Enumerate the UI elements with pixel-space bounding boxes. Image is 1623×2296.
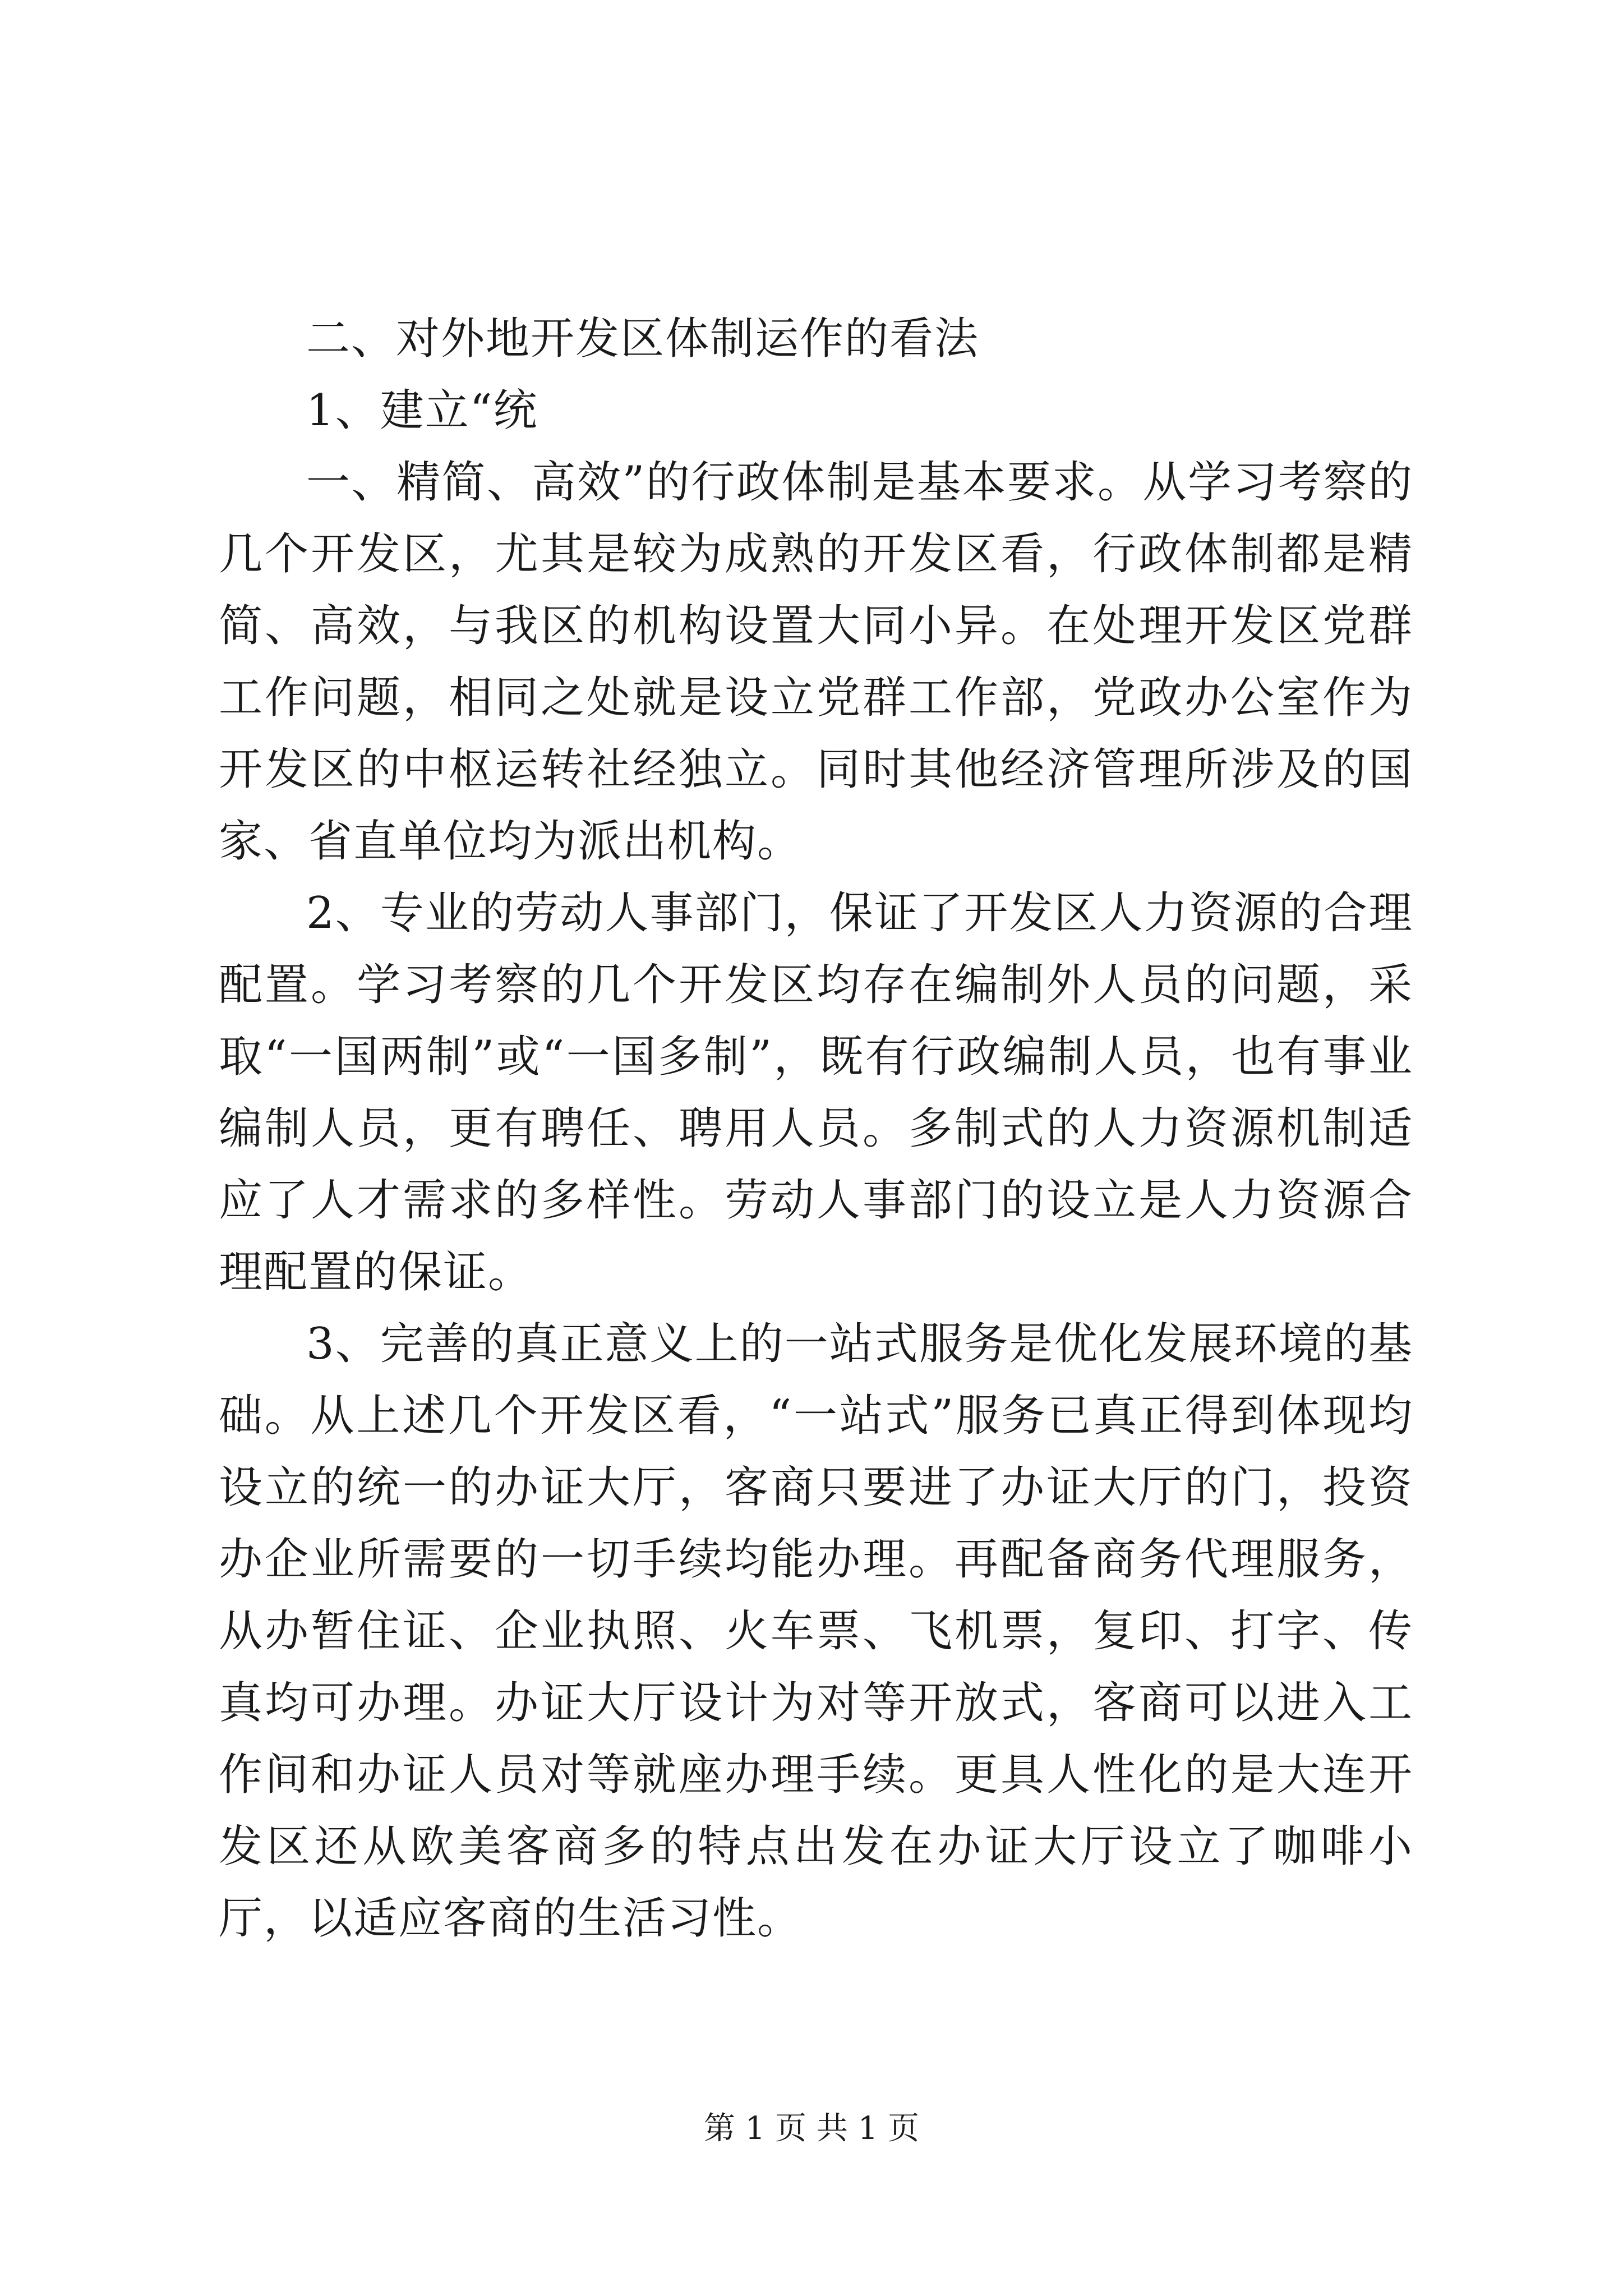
paragraph-1: 1、建立“统	[306, 385, 538, 436]
paragraph-3: 2、专业的劳动人事部门，保证了开发区人力资源的合理配置。学习考察的几个开发区均存在编制外人员的问题，采取“一国两制”或“一国多制”，既有行政编制人员，也有事业编制人员，更有聘任、聘用人员。多制式的人力资源机制适应了人才需求的多样性。劳动人事部门的设立是人力资源合理配置的保证。	[219, 888, 1413, 1297]
document-body	[219, 303, 1413, 1954]
paragraph-4: 3、完善的真正意义上的一站式服务是优化发展环境的基础。从上述几个开发区看，“一站式”服务已真正得到体现均设立的统一的办证大厅，客商只要进了办证大厅的门，投资办企业所需要的一切手续均能办理。再配备商务代理服务，从办暂住证、企业执照、火车票、飞机票，复印、打字、传真均可办理。办证大厅设计为对等开放式，客商可以进入工作间和办证人员对等就座办理手续。更具人性化的是大连开发区还从欧美客商多的特点出发在办证大厅设立了咖啡小厅，以适应客商的生活习性。	[219, 1319, 1413, 1944]
page-footer: 第 1 页 共 1 页	[703, 2110, 920, 2147]
paragraph-2: 一、精简、高效”的行政体制是基本要求。从学习考察的几个开发区，尤其是较为成熟的开发区看，行政体制都是精简、高效，与我区的机构设置大同小异。在处理开发区党群工作问题，相同之处就是设立党群工作部，党政办公室作为开发区的中枢运转社经独立。同时其他经济管理所涉及的国家、省直单位均为派出机构。	[219, 457, 1413, 867]
section-heading: 二、对外地开发区体制运作的看法	[306, 314, 980, 364]
